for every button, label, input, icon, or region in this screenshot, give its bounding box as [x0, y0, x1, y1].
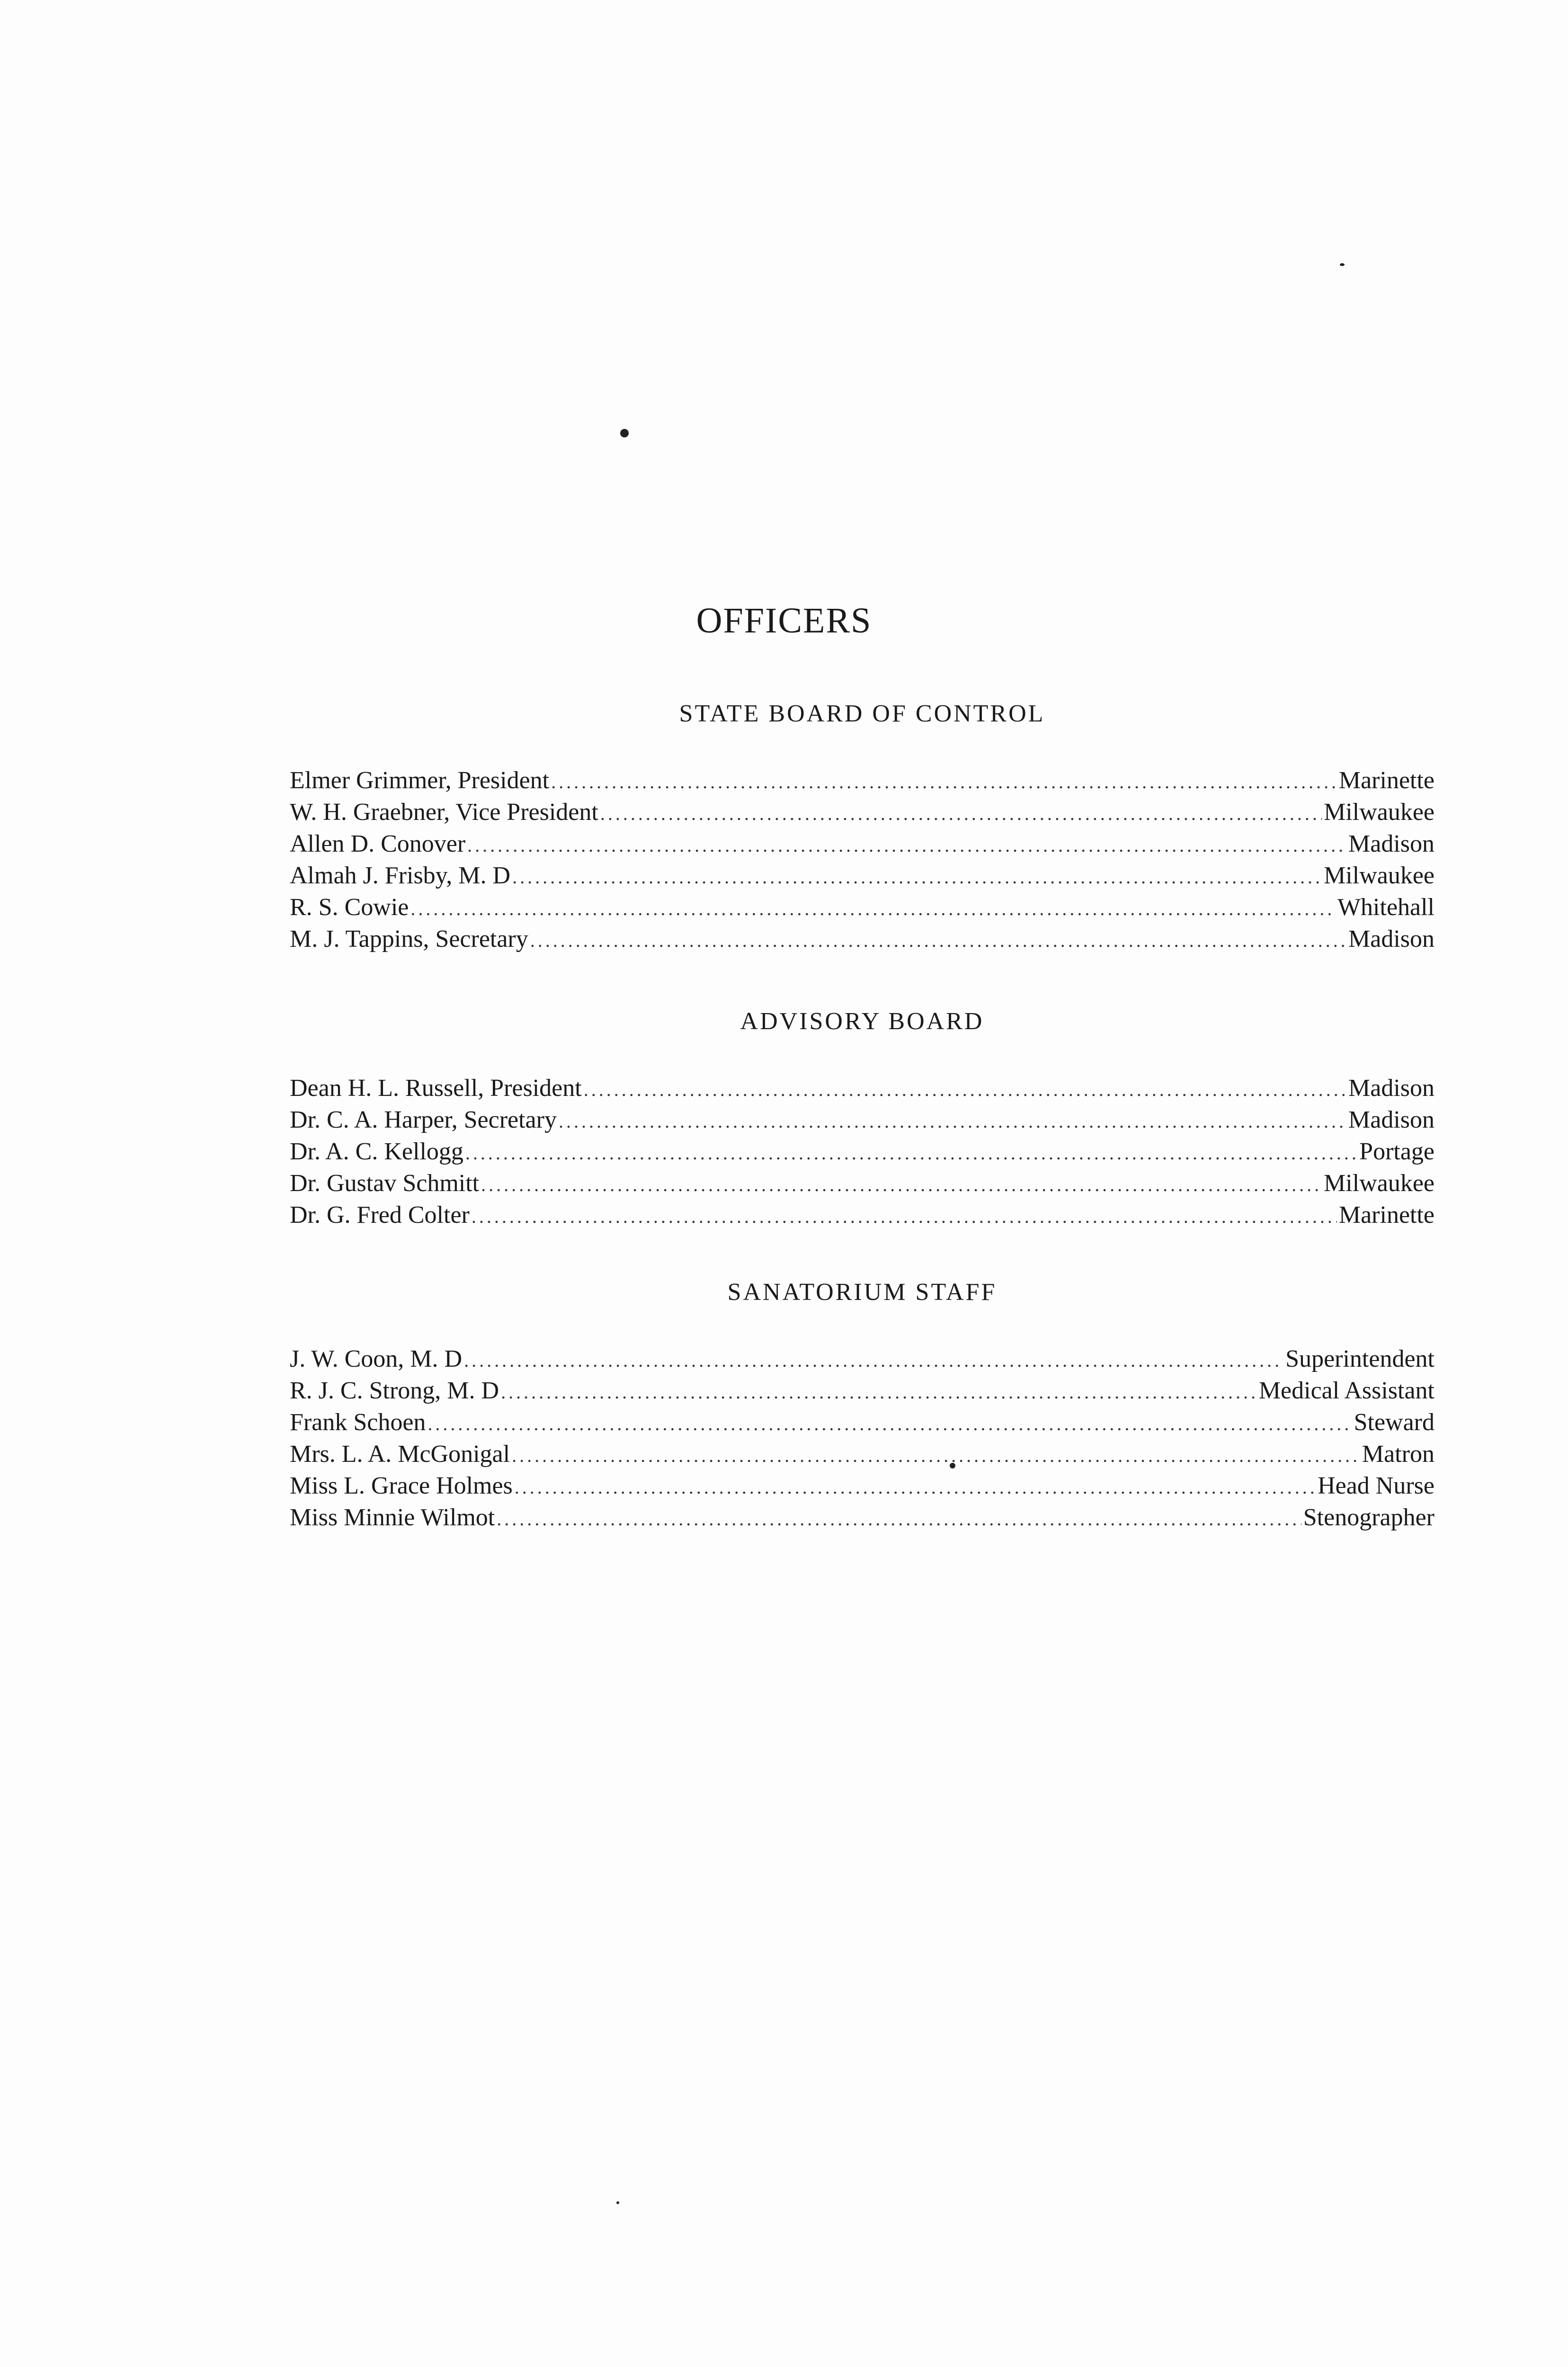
list-item: [290, 1199, 1434, 1231]
entry-value: Matron: [1362, 1441, 1434, 1468]
dot-leader: [467, 829, 1346, 860]
entry-value: Milwaukee: [1324, 1170, 1434, 1197]
entry-name: R. S. Cowie: [290, 894, 409, 921]
print-speck: [620, 429, 629, 437]
list-item: [290, 1375, 1434, 1406]
list-item: [290, 860, 1434, 891]
list-item: [290, 1438, 1434, 1470]
section-heading: STATE BOARD OF CONTROL: [679, 700, 1045, 727]
entry-value: Milwaukee: [1324, 799, 1434, 826]
list-item: [290, 923, 1434, 955]
list-item: [290, 1104, 1434, 1136]
entry-name: Miss Minnie Wilmot: [290, 1504, 495, 1531]
dot-leader: [512, 861, 1322, 891]
dot-leader: [600, 798, 1322, 828]
section-state-board-of-control: [290, 700, 1434, 955]
section-heading: ADVISORY BOARD: [740, 1008, 984, 1035]
entry-value: Marinette: [1338, 1201, 1434, 1228]
print-speck: [1340, 263, 1345, 266]
dot-leader: [481, 1169, 1322, 1199]
dot-leader: [559, 1105, 1346, 1136]
entry-value: Steward: [1354, 1409, 1434, 1436]
dot-leader: [530, 925, 1346, 955]
list-item: [290, 1343, 1434, 1375]
section-sanatorium-staff: [290, 1278, 1434, 1533]
entry-value: Madison: [1348, 1075, 1434, 1102]
entry-name: Dr. A. C. Kellogg: [290, 1138, 463, 1165]
entry-list: [290, 765, 1434, 955]
list-item: [290, 1470, 1434, 1502]
dot-leader: [501, 1376, 1257, 1406]
dot-leader: [472, 1201, 1337, 1231]
list-item: [290, 1072, 1434, 1104]
entry-value: Whitehall: [1337, 894, 1434, 921]
list-item: [290, 1167, 1434, 1199]
list-item: [290, 828, 1434, 860]
entry-value: Madison: [1348, 1106, 1434, 1133]
print-speck: [616, 2201, 619, 2204]
entry-value: Medical Assistant: [1258, 1377, 1434, 1404]
entry-name: Mrs. L. A. McGonigal: [290, 1441, 510, 1468]
entry-name: Dr. G. Fred Colter: [290, 1201, 470, 1228]
entry-name: Miss L. Grace Holmes: [290, 1472, 513, 1499]
entry-name: W. H. Graebner, Vice President: [290, 799, 598, 826]
entry-name: Elmer Grimmer, President: [290, 767, 550, 794]
entry-name: Almah J. Frisby, M. D: [290, 862, 511, 889]
dot-leader: [515, 1471, 1316, 1502]
dot-leader: [584, 1074, 1346, 1104]
entry-value: Head Nurse: [1318, 1472, 1434, 1499]
entry-value: Superintendent: [1285, 1345, 1434, 1372]
section-advisory-board: [290, 1007, 1434, 1231]
dot-leader: [428, 1408, 1352, 1438]
entry-name: Dr. Gustav Schmitt: [290, 1170, 480, 1197]
dot-leader: [410, 893, 1336, 923]
page-title: OFFICERS: [696, 601, 872, 641]
entry-name: Allen D. Conover: [290, 830, 466, 857]
entry-list: [290, 1072, 1434, 1231]
dot-leader: [465, 1137, 1357, 1167]
entry-value: Marinette: [1338, 767, 1434, 794]
list-item: [290, 1406, 1434, 1438]
entry-value: Portage: [1359, 1138, 1434, 1165]
entry-list: [290, 1343, 1434, 1533]
section-heading: SANATORIUM STAFF: [727, 1279, 997, 1306]
entry-name: Frank Schoen: [290, 1409, 426, 1436]
entry-value: Stenographer: [1303, 1504, 1434, 1531]
entry-name: J. W. Coon, M. D: [290, 1345, 463, 1372]
list-item: [290, 891, 1434, 923]
list-item: [290, 1502, 1434, 1533]
entry-name: M. J. Tappins, Secretary: [290, 925, 528, 952]
entry-name: Dean H. L. Russell, President: [290, 1075, 582, 1102]
list-item: [290, 796, 1434, 828]
dot-leader: [512, 1440, 1360, 1470]
dot-leader: [497, 1503, 1301, 1533]
entry-name: R. J. C. Strong, M. D: [290, 1377, 499, 1404]
dot-leader: [551, 766, 1337, 796]
list-item: [290, 765, 1434, 796]
entry-value: Madison: [1348, 925, 1434, 952]
dot-leader: [464, 1344, 1283, 1375]
entry-value: Madison: [1348, 830, 1434, 857]
entry-name: Dr. C. A. Harper, Secretary: [290, 1106, 557, 1133]
list-item: [290, 1136, 1434, 1167]
entry-value: Milwaukee: [1324, 862, 1434, 889]
